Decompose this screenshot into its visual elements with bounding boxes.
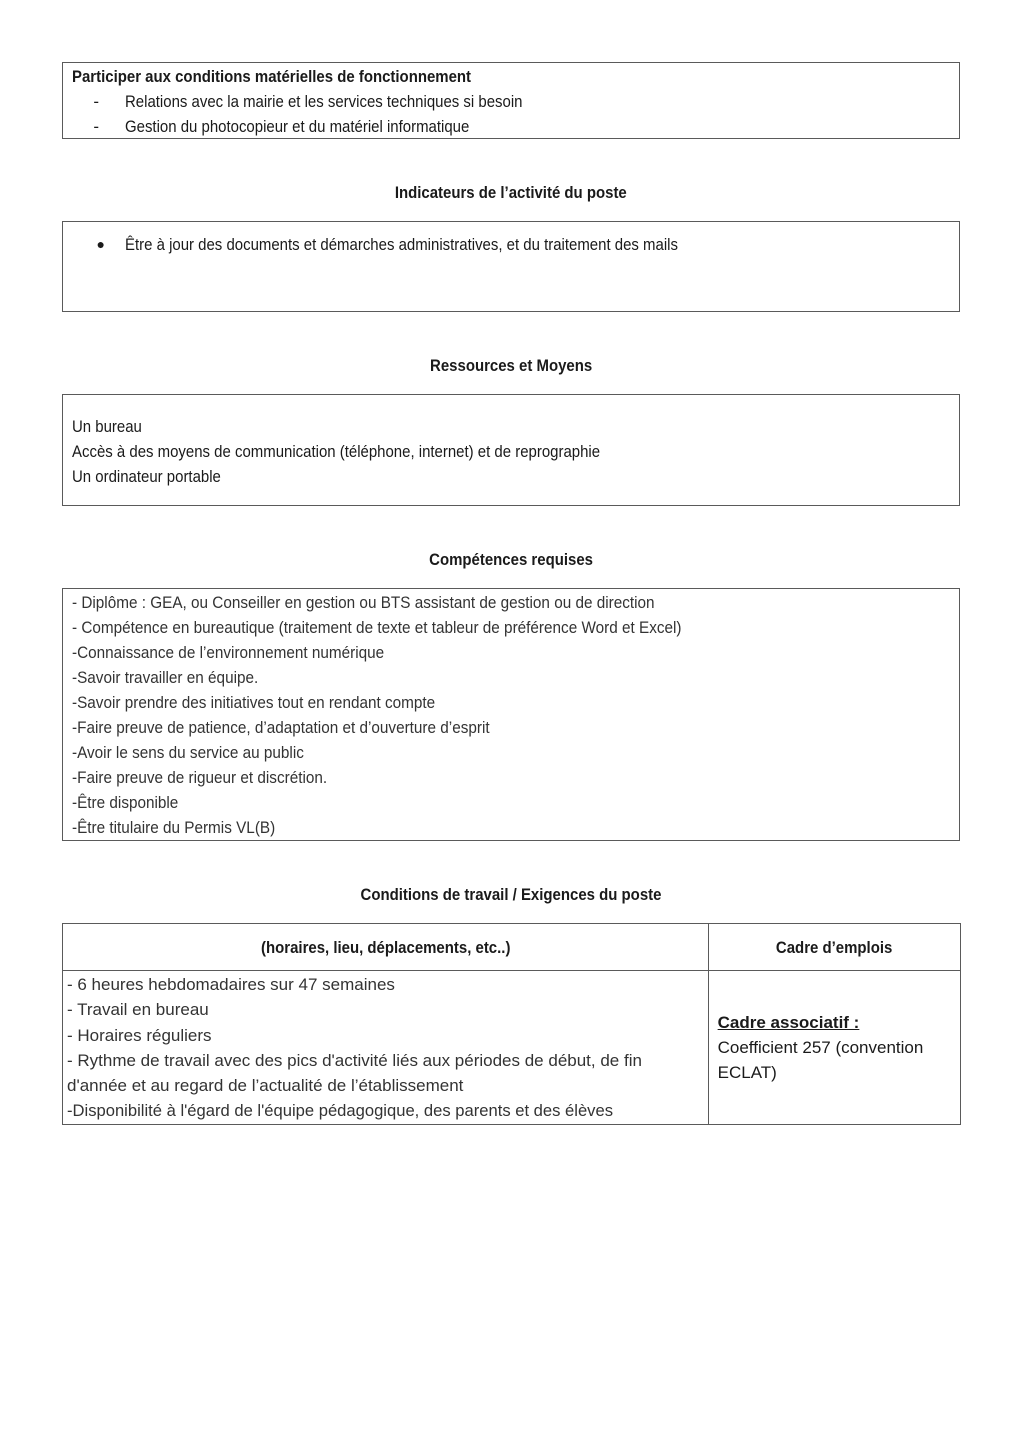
list-item: -Être disponible bbox=[72, 793, 179, 812]
list-item: -Faire preuve de rigueur et discrétion. bbox=[72, 768, 328, 787]
ressources-title: Ressources et Moyens bbox=[429, 356, 593, 375]
header-cadre: Cadre d’emplois bbox=[708, 924, 960, 971]
dash-marker: - bbox=[93, 92, 99, 111]
cadre-emplois-cell bbox=[708, 971, 960, 1125]
list-item: - Horaires réguliers bbox=[67, 1025, 212, 1045]
ressources-box bbox=[62, 394, 960, 506]
list-item: -Savoir prendre des initiatives tout en rendant compte bbox=[72, 693, 436, 712]
conditions-title: Conditions de travail / Exigences du poste bbox=[360, 885, 662, 904]
list-item: -Avoir le sens du service au public bbox=[72, 743, 304, 762]
list-item: -Être titulaire du Permis VL(B) bbox=[72, 818, 276, 837]
list-item: ● Être à jour des documents et démarches administratives, et du traitement des mails bbox=[63, 232, 959, 257]
list-item: - Rythme de travail avec des pics d'activité liés aux périodes de début, de fin d'année et au regard de l’actualité de l’établissement bbox=[67, 1050, 642, 1096]
header-horaires: (horaires, lieu, déplacements, etc..) bbox=[63, 924, 709, 971]
list-item: Accès à des moyens de communication (téléphone, internet) et de reprographie bbox=[72, 442, 601, 461]
indicateurs-title: Indicateurs de l’activité du poste bbox=[395, 183, 627, 202]
indicateurs-box bbox=[62, 221, 960, 312]
conditions-details-cell bbox=[63, 971, 709, 1125]
list-item: -Faire preuve de patience, d’adaptation et d’ouverture d’esprit bbox=[72, 718, 490, 737]
coefficient-text: Coefficient 257 (convention ECLAT) bbox=[717, 1037, 924, 1082]
competences-title: Compétences requises bbox=[429, 550, 593, 569]
table-row bbox=[63, 971, 961, 1125]
table-header-row bbox=[63, 924, 961, 971]
competences-box bbox=[62, 588, 960, 841]
participer-heading: Participer aux conditions matérielles de fonctionnement bbox=[72, 67, 472, 86]
bullet-icon: ● bbox=[96, 236, 105, 252]
list-item: Un bureau bbox=[72, 417, 142, 436]
dash-marker: - bbox=[93, 117, 99, 136]
conditions-table bbox=[62, 923, 961, 1125]
list-item: Un ordinateur portable bbox=[72, 467, 221, 486]
participer-box bbox=[62, 62, 960, 139]
list-item: - Compétence en bureautique (traitement de texte et tableur de préférence Word et Excel) bbox=[72, 618, 682, 637]
list-item: - Diplôme : GEA, ou Conseiller en gestion ou BTS assistant de gestion ou de direction bbox=[72, 593, 655, 612]
list-item: - Gestion du photocopieur et du matériel informatique bbox=[63, 114, 959, 139]
list-item: - Relations avec la mairie et les services techniques si besoin bbox=[63, 89, 959, 114]
list-item: -Connaissance de l’environnement numérique bbox=[72, 643, 385, 662]
cadre-associatif-heading: Cadre associatif : bbox=[717, 1012, 860, 1032]
list-item: - 6 heures hebdomadaires sur 47 semaines bbox=[67, 975, 395, 994]
list-item: -Disponibilité à l'égard de l'équipe pédagogique, des parents et des élèves bbox=[67, 1101, 614, 1121]
list-item: -Savoir travailler en équipe. bbox=[72, 668, 259, 687]
list-item: - Travail en bureau bbox=[67, 1000, 209, 1020]
